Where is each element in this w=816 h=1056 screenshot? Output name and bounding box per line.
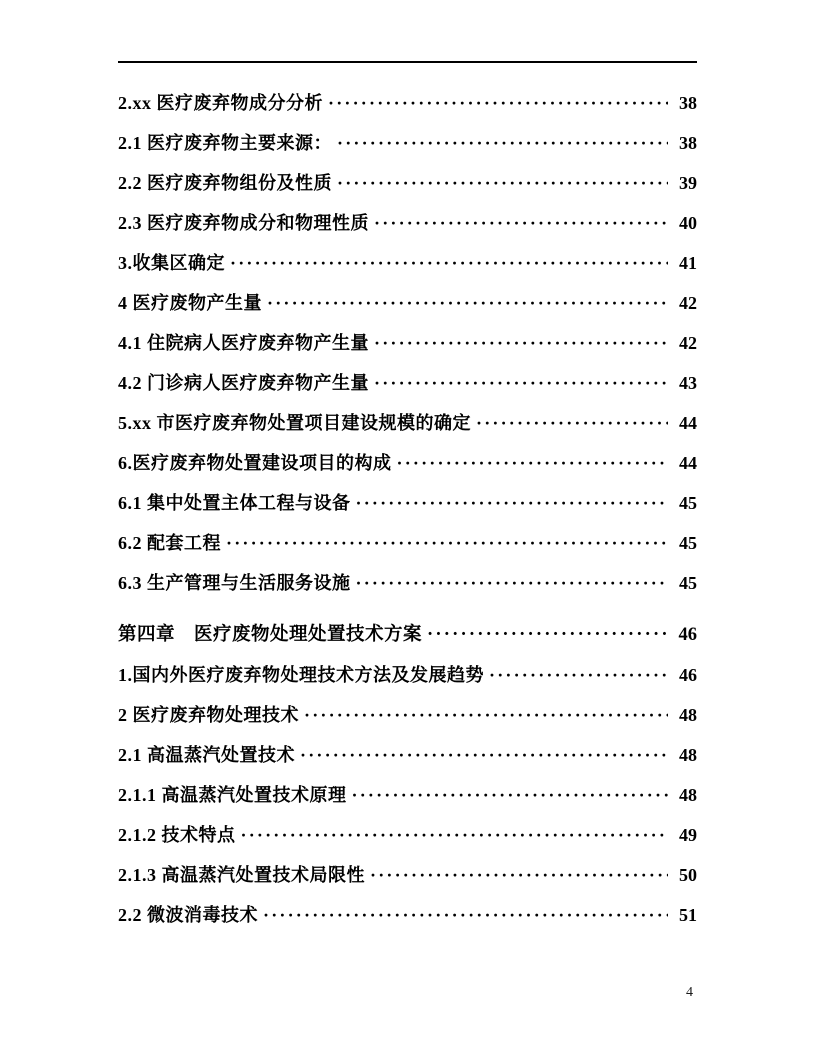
toc-entry[interactable] — [118, 123, 697, 163]
toc-entry-label[interactable]: 3.收集区确定 — [118, 253, 225, 273]
toc-dot-leader — [230, 243, 668, 283]
toc-entry[interactable] — [118, 283, 697, 323]
toc-entry-page[interactable]: 44 — [679, 413, 697, 433]
toc-entry-page[interactable]: 48 — [679, 705, 697, 725]
toc-entry-label[interactable]: 4.1 住院病人医疗废弃物产生量 — [118, 333, 369, 353]
toc-entry-page[interactable]: 41 — [679, 253, 697, 273]
toc-entry-label[interactable]: 4.2 门诊病人医疗废弃物产生量 — [118, 373, 369, 393]
toc-dot-leader — [397, 443, 669, 483]
toc-entry[interactable] — [118, 775, 697, 815]
toc-dot-leader — [304, 695, 668, 735]
toc-entry-label[interactable]: 2.2 医疗废弃物组份及性质 — [118, 173, 332, 193]
toc-entry-label[interactable]: 2.2 微波消毒技术 — [118, 905, 258, 925]
toc-dot-leader — [374, 203, 668, 243]
toc-dot-leader — [300, 735, 668, 775]
toc-dot-leader — [476, 403, 668, 443]
toc-entry-page[interactable]: 44 — [679, 453, 697, 473]
toc-entry-page[interactable]: 48 — [679, 745, 697, 765]
toc-entry-page[interactable]: 42 — [679, 333, 697, 353]
toc-entry-label[interactable]: 4 医疗废物产生量 — [118, 293, 262, 313]
toc-entry[interactable] — [118, 163, 697, 203]
toc-dot-leader — [489, 655, 668, 695]
toc-entry-page[interactable]: 46 — [678, 625, 697, 645]
toc-dot-leader — [356, 563, 669, 603]
toc-entry-page[interactable]: 45 — [679, 493, 697, 513]
toc-dot-leader — [374, 363, 668, 403]
toc-entry[interactable] — [118, 363, 697, 403]
toc-entry-label[interactable]: 6.1 集中处置主体工程与设备 — [118, 493, 351, 513]
toc-dot-leader — [427, 615, 668, 655]
toc-entry-page[interactable]: 51 — [679, 905, 697, 925]
toc-entry-page[interactable]: 46 — [679, 665, 697, 685]
toc-entry-label[interactable]: 2.xx 医疗废弃物成分分析 — [118, 93, 323, 113]
toc-entry[interactable] — [118, 443, 697, 483]
footer-page-number: 4 — [686, 985, 693, 1000]
toc-entry-page[interactable]: 38 — [679, 133, 697, 153]
toc-entry[interactable] — [118, 203, 697, 243]
toc-entry[interactable] — [118, 483, 697, 523]
toc-entry-label[interactable]: 2.1 高温蒸汽处置技术 — [118, 745, 295, 765]
toc-entry-label[interactable]: 第四章 医疗废物处理处置技术方案 — [118, 625, 423, 645]
toc-entry-page[interactable]: 42 — [679, 293, 697, 313]
toc-entry-page[interactable]: 45 — [679, 533, 697, 553]
toc-entry[interactable] — [118, 695, 697, 735]
toc-entry-page[interactable]: 39 — [679, 173, 697, 193]
toc-dot-leader — [352, 775, 669, 815]
toc-dot-leader — [241, 815, 669, 855]
toc-entry-label[interactable]: 5.xx 市医疗废弃物处置项目建设规模的确定 — [118, 413, 471, 433]
toc-entry-page[interactable]: 40 — [679, 213, 697, 233]
toc-entry-page[interactable]: 50 — [679, 865, 697, 885]
toc-dot-leader — [226, 523, 668, 563]
toc-entry-label[interactable]: 6.医疗废弃物处置建设项目的构成 — [118, 453, 392, 473]
toc-entry[interactable] — [118, 815, 697, 855]
toc-entry-label[interactable]: 2.1.1 高温蒸汽处置技术原理 — [118, 785, 347, 805]
toc-entry[interactable] — [118, 563, 697, 603]
toc-entry-label[interactable]: 6.3 生产管理与生活服务设施 — [118, 573, 351, 593]
toc-entry-page[interactable]: 43 — [679, 373, 697, 393]
toc-dot-leader — [374, 323, 668, 363]
toc-dot-leader — [328, 83, 668, 123]
toc-dot-leader — [337, 163, 668, 203]
toc-dot-leader — [337, 123, 668, 163]
toc-entry-label[interactable]: 2.1 医疗废弃物主要来源： — [118, 133, 332, 153]
toc-entry[interactable] — [118, 655, 697, 695]
toc-dot-leader — [370, 855, 668, 895]
toc-entry[interactable] — [118, 83, 697, 123]
toc-entry-label[interactable]: 1.国内外医疗废弃物处理技术方法及发展趋势 — [118, 665, 484, 685]
toc-dot-leader — [267, 283, 668, 323]
toc-entry-page[interactable]: 38 — [679, 93, 697, 113]
toc-list — [118, 83, 697, 935]
toc-entry[interactable] — [118, 615, 697, 655]
toc-entry-page[interactable]: 48 — [679, 785, 697, 805]
toc-entry-label[interactable]: 2.1.2 技术特点 — [118, 825, 236, 845]
toc-entry-label[interactable]: 2 医疗废弃物处理技术 — [118, 705, 299, 725]
toc-entry[interactable] — [118, 323, 697, 363]
toc-entry[interactable] — [118, 403, 697, 443]
toc-entry-label[interactable]: 2.3 医疗废弃物成分和物理性质 — [118, 213, 369, 233]
toc-dot-leader — [356, 483, 669, 523]
toc-entry-label[interactable]: 2.1.3 高温蒸汽处置技术局限性 — [118, 865, 365, 885]
toc-dot-leader — [263, 895, 668, 935]
toc-entry-label[interactable]: 6.2 配套工程 — [118, 533, 221, 553]
toc-entry[interactable] — [118, 855, 697, 895]
toc-entry[interactable] — [118, 895, 697, 935]
header-rule — [118, 61, 697, 63]
toc-entry[interactable] — [118, 735, 697, 775]
toc-entry[interactable] — [118, 243, 697, 283]
toc-entry[interactable] — [118, 523, 697, 563]
toc-entry-page[interactable]: 45 — [679, 573, 697, 593]
toc-entry-page[interactable]: 49 — [679, 825, 697, 845]
